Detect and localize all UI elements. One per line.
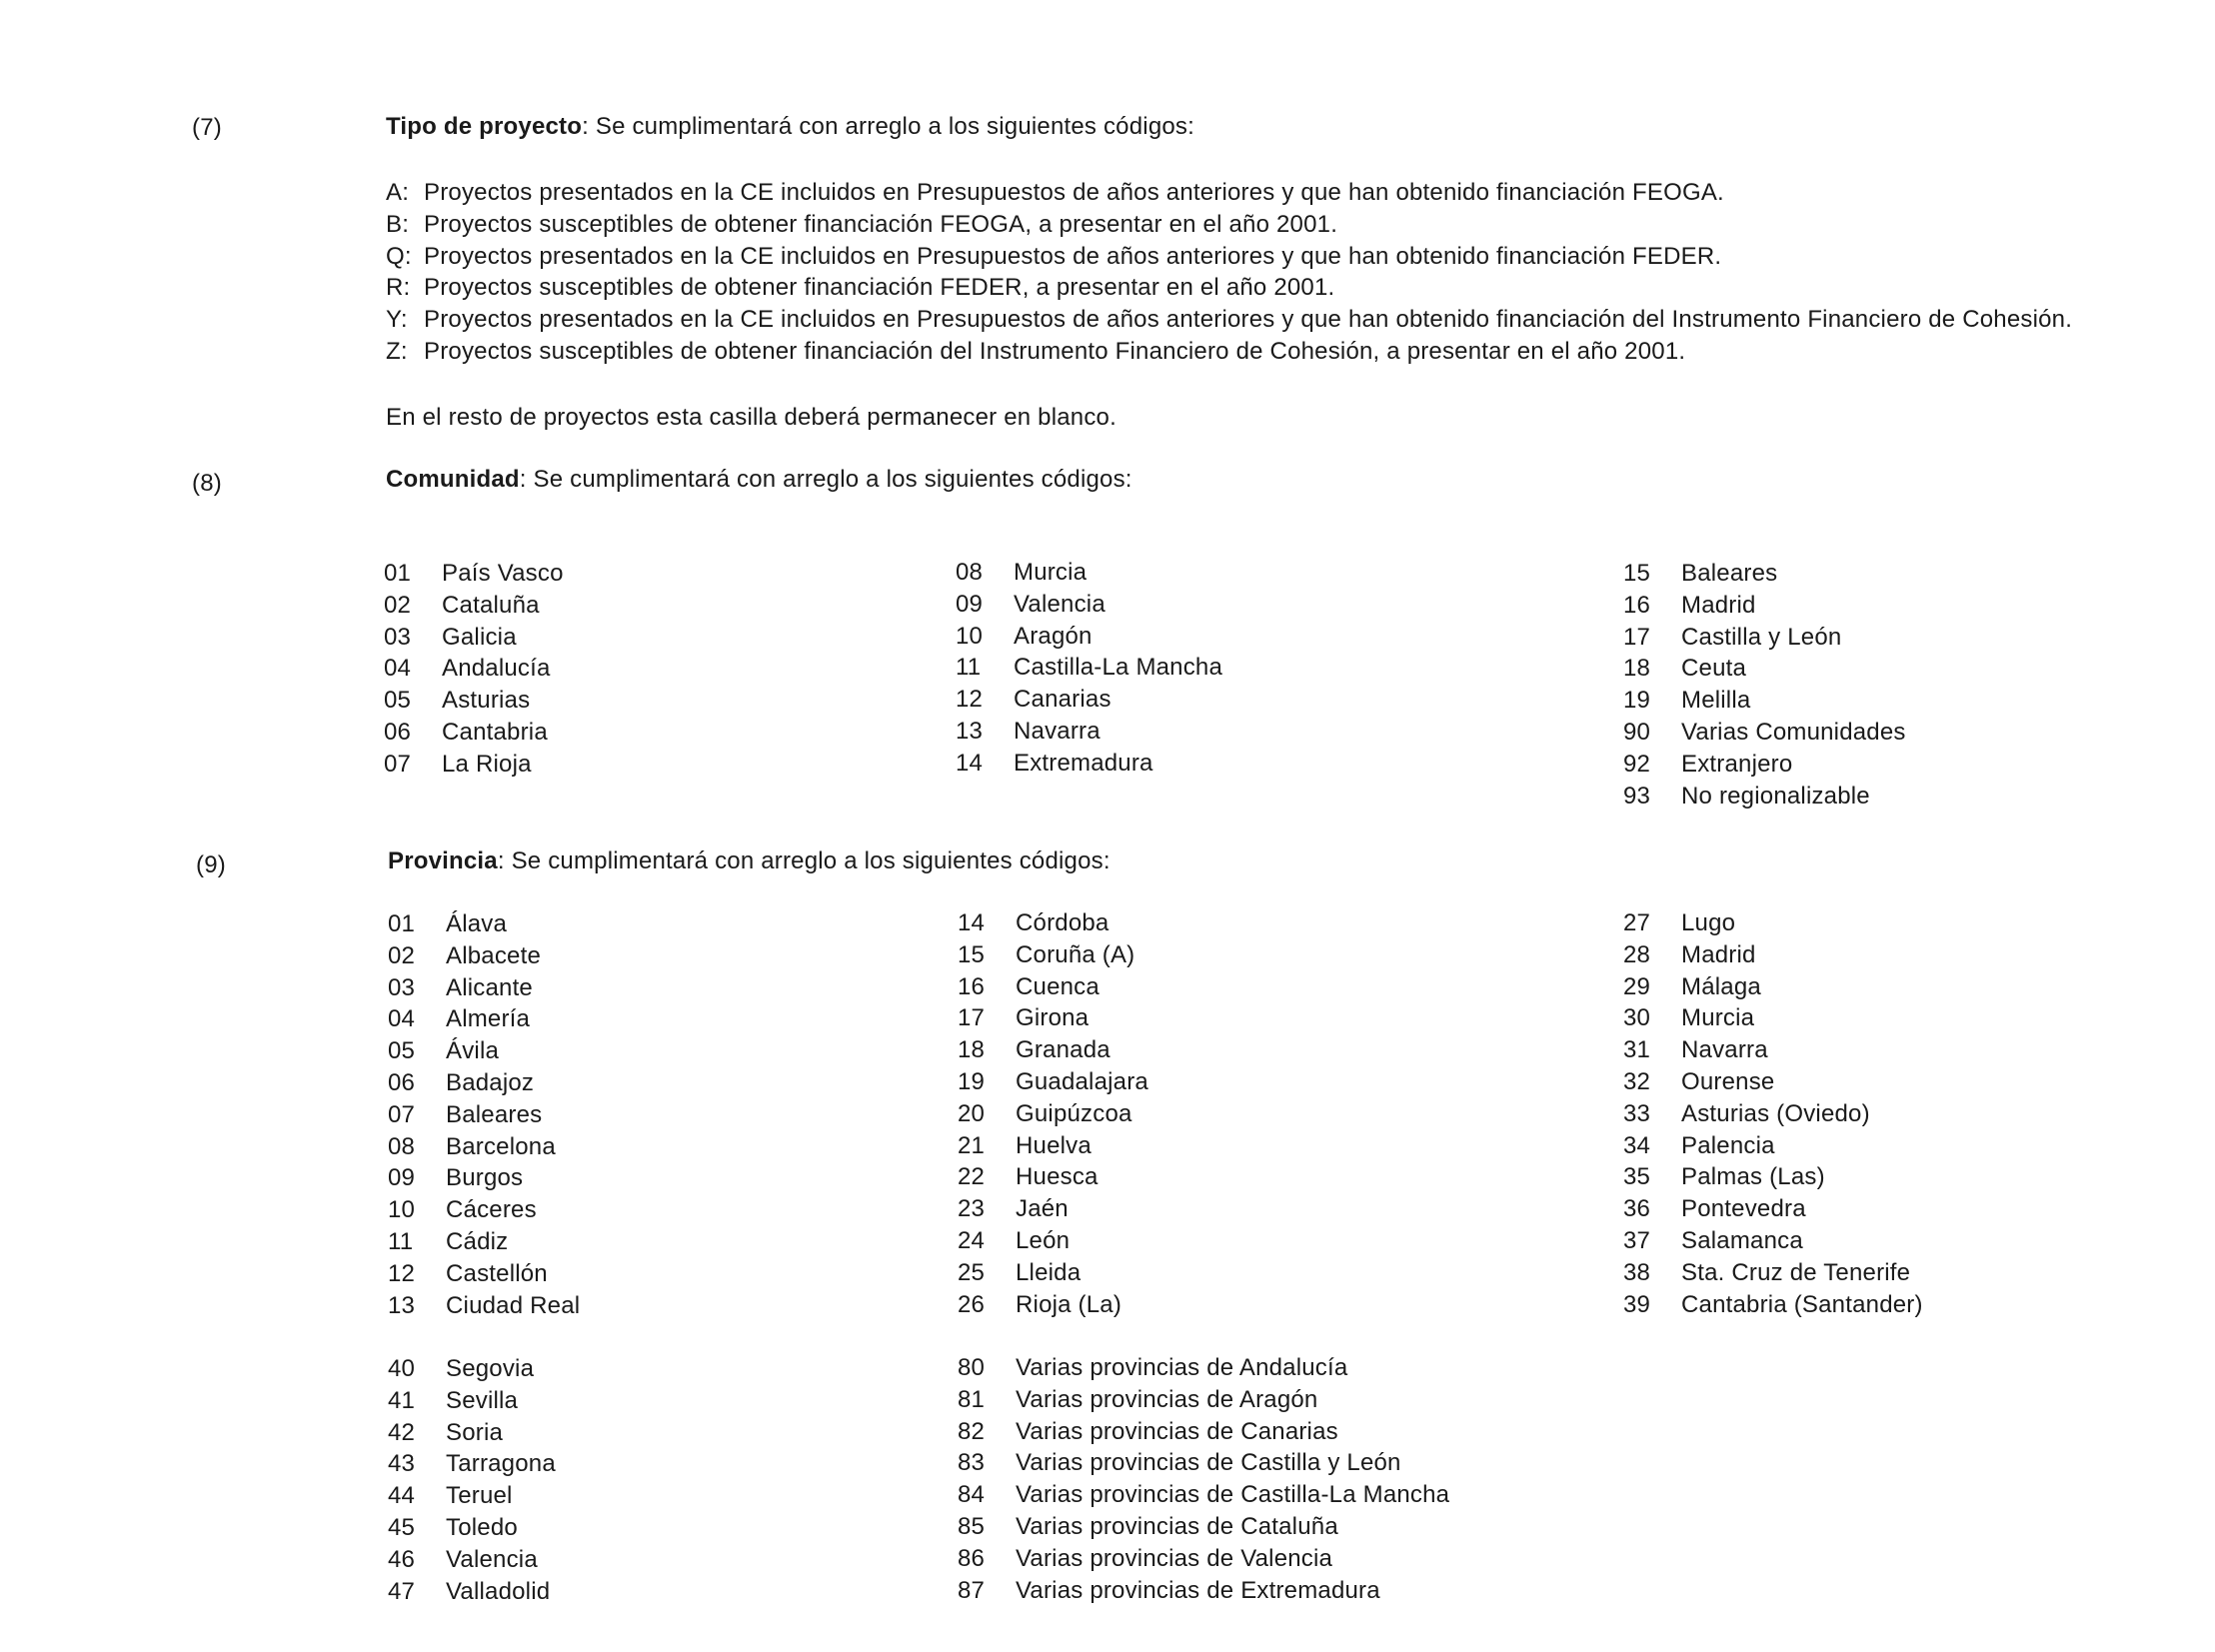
province-code: 03 xyxy=(388,973,416,1001)
province-code: 41 xyxy=(388,1386,416,1414)
community-name: La Rioja xyxy=(442,750,532,778)
community-name: Castilla y León xyxy=(1681,623,1842,651)
province-code: 31 xyxy=(1623,1036,1651,1064)
province-name: Sevilla xyxy=(446,1386,519,1414)
province-code: 08 xyxy=(388,1132,416,1160)
community-name: Aragón xyxy=(1014,622,1093,650)
province-code: 23 xyxy=(958,1195,986,1223)
province-code: 45 xyxy=(388,1514,416,1541)
project-type-code: R: xyxy=(386,274,411,302)
province-code: 38 xyxy=(1623,1258,1651,1286)
province-code: 01 xyxy=(388,910,416,937)
province-code: 24 xyxy=(958,1227,986,1254)
community-name: Navarra xyxy=(1014,718,1101,745)
community-name: Melilla xyxy=(1681,687,1751,715)
community-code: 17 xyxy=(1623,623,1651,651)
community-code: 13 xyxy=(956,718,984,745)
province-code: 06 xyxy=(388,1069,416,1096)
community-name: No regionalizable xyxy=(1681,782,1870,810)
province-name: Girona xyxy=(1016,1004,1090,1032)
province-code: 81 xyxy=(958,1385,986,1413)
community-name: Ceuta xyxy=(1681,655,1747,683)
province-code: 43 xyxy=(388,1450,416,1478)
province-name: Segovia xyxy=(446,1355,535,1382)
province-name: Varias provincias de Andalucía xyxy=(1016,1354,1348,1381)
province-name: Valladolid xyxy=(446,1577,551,1605)
province-code: 14 xyxy=(958,909,986,936)
province-name: Ciudad Real xyxy=(446,1291,581,1319)
province-code: 12 xyxy=(388,1259,416,1287)
province-name: Varias provincias de Cataluña xyxy=(1016,1513,1338,1540)
project-type-code: A: xyxy=(386,179,410,206)
section-8-heading xyxy=(386,466,1132,494)
community-name: Extranjero xyxy=(1681,750,1793,778)
section-8-intro: : Se cumplimentará con arreglo a los siguientes códigos: xyxy=(519,466,1132,493)
community-code: 09 xyxy=(956,590,984,618)
province-name: Murcia xyxy=(1681,1004,1755,1032)
province-code: 09 xyxy=(388,1164,416,1192)
community-code: 05 xyxy=(384,687,412,715)
section-8-title: Comunidad xyxy=(386,466,520,493)
province-name: Sta. Cruz de Tenerife xyxy=(1681,1258,1911,1286)
province-code: 82 xyxy=(958,1417,986,1445)
community-code: 03 xyxy=(384,623,412,651)
province-name: Varias provincias de Aragón xyxy=(1016,1385,1318,1413)
province-code: 39 xyxy=(1623,1290,1651,1318)
province-code: 83 xyxy=(958,1449,986,1477)
province-name: Varias provincias de Valencia xyxy=(1016,1544,1333,1572)
community-name: Cantabria xyxy=(442,719,548,746)
province-name: Cádiz xyxy=(446,1228,509,1255)
province-name: León xyxy=(1016,1227,1071,1254)
province-code: 30 xyxy=(1623,1004,1651,1032)
province-code: 42 xyxy=(388,1418,416,1446)
province-code: 21 xyxy=(958,1131,986,1159)
community-code: 07 xyxy=(384,750,412,778)
province-code: 85 xyxy=(958,1513,986,1540)
province-name: Palencia xyxy=(1681,1131,1775,1159)
province-name: Guadalajara xyxy=(1016,1068,1148,1095)
province-code: 25 xyxy=(958,1258,986,1286)
province-name: Varias provincias de Castilla-La Mancha xyxy=(1016,1481,1450,1509)
province-code: 17 xyxy=(958,1004,986,1032)
section-9-intro: : Se cumplimentará con arreglo a los siguientes códigos: xyxy=(497,847,1110,874)
province-name: Varias provincias de Canarias xyxy=(1016,1417,1338,1445)
project-type-description: Proyectos susceptibles de obtener financiación del Instrumento Financiero de Cohesión, a presentar en el año 2001. xyxy=(424,338,1686,365)
province-code: 04 xyxy=(388,1005,416,1033)
community-code: 08 xyxy=(956,559,984,586)
community-name: Baleares xyxy=(1681,560,1778,587)
province-code: 26 xyxy=(958,1290,986,1318)
province-name: Granada xyxy=(1016,1036,1110,1064)
province-code: 15 xyxy=(958,940,986,968)
province-name: Asturias (Oviedo) xyxy=(1681,1099,1870,1127)
province-code: 05 xyxy=(388,1037,416,1065)
province-name: Lugo xyxy=(1681,909,1736,936)
province-code: 44 xyxy=(388,1482,416,1510)
province-name: Lleida xyxy=(1016,1258,1082,1286)
section-7-heading xyxy=(386,113,1194,141)
community-name: Extremadura xyxy=(1014,749,1153,777)
province-name: Pontevedra xyxy=(1681,1195,1806,1223)
community-code: 93 xyxy=(1623,782,1651,810)
province-code: 32 xyxy=(1623,1068,1651,1095)
province-name: Varias provincias de Extremadura xyxy=(1016,1576,1380,1604)
province-code: 22 xyxy=(958,1163,986,1191)
section-7-intro: : Se cumplimentará con arreglo a los siguientes códigos: xyxy=(582,113,1194,140)
community-name: Varias Comunidades xyxy=(1681,719,1906,746)
province-name: Navarra xyxy=(1681,1036,1768,1064)
community-code: 14 xyxy=(956,749,984,777)
province-name: Cuenca xyxy=(1016,972,1100,1000)
province-code: 28 xyxy=(1623,940,1651,968)
province-code: 11 xyxy=(388,1228,414,1255)
community-name: País Vasco xyxy=(442,560,564,587)
province-name: Soria xyxy=(446,1418,504,1446)
section-8-number: (8) xyxy=(192,470,222,497)
province-name: Albacete xyxy=(446,941,541,969)
community-code: 06 xyxy=(384,719,412,746)
province-code: 84 xyxy=(958,1481,986,1509)
province-code: 16 xyxy=(958,972,986,1000)
province-name: Teruel xyxy=(446,1482,513,1510)
province-name: Barcelona xyxy=(446,1132,556,1160)
province-code: 36 xyxy=(1623,1195,1651,1223)
province-code: 19 xyxy=(958,1068,986,1095)
province-name: Málaga xyxy=(1681,972,1761,1000)
community-code: 18 xyxy=(1623,655,1651,683)
province-code: 27 xyxy=(1623,909,1651,936)
community-code: 04 xyxy=(384,655,412,683)
province-name: Palmas (Las) xyxy=(1681,1163,1825,1191)
community-code: 90 xyxy=(1623,719,1651,746)
community-name: Castilla-La Mancha xyxy=(1014,654,1223,682)
province-code: 20 xyxy=(958,1099,986,1127)
province-code: 34 xyxy=(1623,1131,1651,1159)
province-name: Coruña (A) xyxy=(1016,940,1135,968)
project-type-description: Proyectos presentados en la CE incluidos en Presupuestos de años anteriores y que han obtenido financiación del Instrumento Financiero de Cohesión. xyxy=(424,306,2073,334)
province-code: 87 xyxy=(958,1576,986,1604)
section-9-number: (9) xyxy=(196,851,226,878)
community-code: 02 xyxy=(384,591,412,619)
province-name: Cáceres xyxy=(446,1196,537,1224)
province-code: 47 xyxy=(388,1577,416,1605)
province-code: 13 xyxy=(388,1291,416,1319)
community-name: Canarias xyxy=(1014,686,1111,714)
province-name: Rioja (La) xyxy=(1016,1290,1122,1318)
project-type-description: Proyectos susceptibles de obtener financiación FEDER, a presentar en el año 2001. xyxy=(424,274,1335,302)
community-code: 10 xyxy=(956,622,984,650)
province-code: 10 xyxy=(388,1196,416,1224)
project-type-code: Z: xyxy=(386,338,408,365)
community-name: Andalucía xyxy=(442,655,551,683)
province-name: Baleares xyxy=(446,1100,543,1128)
province-code: 46 xyxy=(388,1545,416,1573)
section-9-title: Provincia xyxy=(388,847,498,874)
province-name: Córdoba xyxy=(1016,909,1109,936)
province-code: 40 xyxy=(388,1355,416,1382)
section-7-note: En el resto de proyectos esta casilla deberá permanecer en blanco. xyxy=(386,404,1116,431)
province-code: 07 xyxy=(388,1100,416,1128)
community-name: Madrid xyxy=(1681,591,1756,619)
province-name: Burgos xyxy=(446,1164,524,1192)
province-code: 29 xyxy=(1623,972,1651,1000)
community-code: 16 xyxy=(1623,591,1651,619)
province-code: 80 xyxy=(958,1354,986,1381)
project-type-description: Proyectos presentados en la CE incluidos en Presupuestos de años anteriores y que han obtenido financiación FEDER. xyxy=(424,242,1722,270)
project-type-code: Y: xyxy=(386,306,408,334)
project-type-description: Proyectos susceptibles de obtener financiación FEOGA, a presentar en el año 2001. xyxy=(424,210,1338,238)
section-9-heading xyxy=(388,847,1110,875)
province-code: 18 xyxy=(958,1036,986,1064)
province-name: Almería xyxy=(446,1005,531,1033)
section-7-number: (7) xyxy=(192,114,222,141)
province-name: Álava xyxy=(446,910,508,937)
province-code: 35 xyxy=(1623,1163,1651,1191)
community-code: 11 xyxy=(956,654,982,682)
province-code: 37 xyxy=(1623,1227,1651,1254)
community-name: Murcia xyxy=(1014,559,1088,586)
project-type-code: Q: xyxy=(386,242,412,270)
province-name: Tarragona xyxy=(446,1450,556,1478)
community-name: Galicia xyxy=(442,623,517,651)
province-name: Madrid xyxy=(1681,940,1756,968)
province-name: Alicante xyxy=(446,973,533,1001)
community-code: 01 xyxy=(384,560,412,587)
province-code: 86 xyxy=(958,1544,986,1572)
province-name: Ávila xyxy=(446,1037,500,1065)
province-name: Toledo xyxy=(446,1514,518,1541)
community-name: Cataluña xyxy=(442,591,540,619)
project-type-description: Proyectos presentados en la CE incluidos en Presupuestos de años anteriores y que han obtenido financiación FEOGA. xyxy=(424,179,1724,206)
province-name: Huesca xyxy=(1016,1163,1099,1191)
province-name: Ourense xyxy=(1681,1068,1775,1095)
province-name: Valencia xyxy=(446,1545,538,1573)
section-7-title: Tipo de proyecto xyxy=(386,113,583,140)
community-code: 12 xyxy=(956,686,984,714)
province-name: Huelva xyxy=(1016,1131,1092,1159)
province-name: Badajoz xyxy=(446,1069,535,1096)
province-code: 02 xyxy=(388,941,416,969)
community-name: Valencia xyxy=(1014,590,1106,618)
province-name: Varias provincias de Castilla y León xyxy=(1016,1449,1401,1477)
province-name: Cantabria (Santander) xyxy=(1681,1290,1923,1318)
community-code: 92 xyxy=(1623,750,1651,778)
community-name: Asturias xyxy=(442,687,531,715)
province-code: 33 xyxy=(1623,1099,1651,1127)
province-name: Guipúzcoa xyxy=(1016,1099,1132,1127)
province-name: Castellón xyxy=(446,1259,548,1287)
province-name: Salamanca xyxy=(1681,1227,1803,1254)
community-code: 15 xyxy=(1623,560,1651,587)
community-code: 19 xyxy=(1623,687,1651,715)
project-type-code: B: xyxy=(386,210,410,238)
province-name: Jaén xyxy=(1016,1195,1069,1223)
